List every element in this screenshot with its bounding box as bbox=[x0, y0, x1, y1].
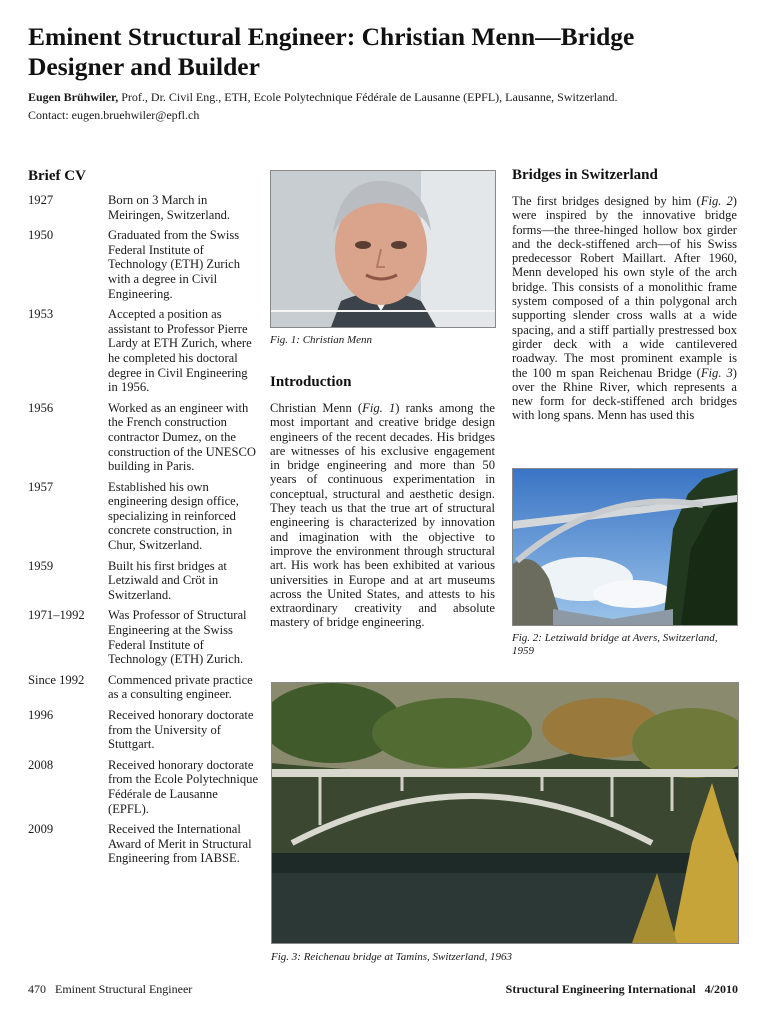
cv-year: 1950 bbox=[28, 228, 54, 243]
portrait-photo bbox=[270, 170, 496, 328]
cv-description: Graduated from the Swiss Federal Institute of Technology (ETH) Zurich with a degree in Civil Engineering. bbox=[108, 228, 241, 301]
bridges-in-switzerland-heading: Bridges in Switzerland bbox=[512, 167, 658, 183]
cv-entry bbox=[28, 608, 260, 666]
cv-entry bbox=[28, 673, 260, 702]
cv-year: 1971–1992 bbox=[28, 608, 85, 623]
cv-description: Received honorary doctorate from the University of Stuttgart. bbox=[108, 708, 254, 752]
cv-year: 1956 bbox=[28, 400, 54, 415]
cv-description: Born on 3 March in Meiringen, Switzerland. bbox=[108, 193, 231, 222]
figure-reference: Fig. 3 bbox=[700, 365, 733, 380]
cv-heading: Brief CV bbox=[28, 168, 86, 184]
author-name: Eugen Brühwiler, bbox=[28, 90, 119, 104]
cv-entry bbox=[28, 193, 260, 222]
cv-year: 2008 bbox=[28, 757, 54, 772]
cv-year: 2009 bbox=[28, 822, 54, 837]
cv-description: Established his own engineering design office, specializing in reinforced concrete construction, in Chur, Switzerland. bbox=[108, 479, 239, 553]
cv-entry bbox=[28, 822, 260, 866]
page-number-section: 470 Eminent Structural Engineer bbox=[28, 982, 193, 996]
cv-entry bbox=[28, 708, 260, 752]
cv-entry bbox=[28, 559, 260, 603]
cv-year: 1927 bbox=[28, 193, 54, 207]
letziwald-bridge-photo bbox=[512, 468, 738, 626]
intro-text-part: Christian Menn ( bbox=[270, 401, 363, 415]
cv-description: Received the International Award of Merit in Structural Engineering from IABSE. bbox=[108, 822, 252, 866]
portrait-illustration bbox=[271, 171, 495, 327]
letziwald-bridge-illustration bbox=[513, 469, 737, 625]
cv-description: Worked as an engineer with the French construction contractor Dumez, on the construction of the UNESCO building in Paris. bbox=[108, 400, 256, 474]
author-line bbox=[28, 89, 748, 105]
intro-text-part: ) ranks among the most important and creative bridge design engineers of the recent decades. His bridges are witnesses of his exclusive engagement in bridge engineering and more than 50 years of continuous experimentation in conceptual, structural and aesthetic design. They teach us that the true art of structural engineering is characterized by innovation and imagination with the objective to improve the environment through structural art. His work has been exhibited at various universities in Europe and at art museums across the United States, and attests to his extraordinary creativity and absolute mastery of bridge engineering. bbox=[270, 401, 495, 630]
body-text-part: ) over the Rhine River, which represents a new form for deck-stiffened arch bridges with long spans. Menn has used this bbox=[512, 365, 737, 423]
body-text-part: ) were inspired by the innovative bridge forms—the three-hinged hollow box girder and the deck-stiffened arch—of his Swiss predecessor Robert Maillart. After 1960, Menn developed his own style of the arch bridge. This consists of a monolithic frame system composed of a thin polygonal arch supporting slender cross walls at a wide spacing, and a stiff partially prestressed box girder deck with a wide cantilevered roadway. The most prominent example is the 100 m span Reichenau Bridge ( bbox=[512, 194, 737, 380]
figure-3-caption: Fig. 3: Reichenau bridge at Tamins, Switzerland, 1963 bbox=[271, 951, 512, 963]
cv-year: 1996 bbox=[28, 708, 54, 722]
figure-reference: Fig. 1 bbox=[362, 401, 396, 415]
body-text-part: The first bridges designed by him ( bbox=[512, 194, 701, 208]
cv-year: 1959 bbox=[28, 558, 54, 573]
figure-2-caption: Fig. 2: Letziwald bridge at Avers, Switzerland, 1959 bbox=[512, 632, 718, 657]
cv-description: Received honorary doctorate from the Ecole Polytechnique Fédérale de Lausanne (EPFL). bbox=[108, 757, 259, 816]
cv-year: 1953 bbox=[28, 307, 54, 322]
author-affiliation: Prof., Dr. Civil Eng., ETH, Ecole Polytechnique Fédérale de Lausanne (EPFL), Lausanne, Switzerland. bbox=[118, 90, 618, 104]
reichenau-bridge-illustration bbox=[272, 683, 738, 943]
cv-description: Built his first bridges at Letziwald and Cröt in Switzerland. bbox=[108, 558, 227, 602]
cv-year: 1957 bbox=[28, 479, 54, 494]
figure-1-caption: Fig. 1: Christian Menn bbox=[270, 334, 373, 346]
contact-line: Contact: eugen.bruehwiler@epfl.ch bbox=[28, 108, 200, 122]
cv-description: Commenced private practice as a consulting engineer. bbox=[108, 672, 253, 702]
cv-description: Accepted a position as assistant to Professor Pierre Lardy at ETH Zurich, where he completed his doctoral degree in Civil Engineering in 1956. bbox=[108, 307, 252, 395]
journal-issue: Structural Engineering International 4/2010 bbox=[505, 982, 738, 996]
cv-entry bbox=[28, 758, 260, 816]
figure-reference: Fig. 2 bbox=[700, 194, 733, 208]
cv-year: Since 1992 bbox=[28, 672, 85, 687]
cv-entry bbox=[28, 228, 260, 301]
cv-entry bbox=[28, 307, 260, 395]
cv-list bbox=[28, 193, 260, 872]
page-footer bbox=[28, 982, 738, 997]
cv-entry bbox=[28, 480, 260, 553]
cv-entry bbox=[28, 401, 260, 474]
introduction-heading: Introduction bbox=[270, 374, 352, 390]
bridges-in-switzerland-text bbox=[512, 194, 737, 423]
reichenau-bridge-photo bbox=[271, 682, 739, 944]
article-title: Eminent Structural Engineer: Christian Menn—Bridge Designer and Builder bbox=[28, 22, 635, 81]
introduction-text bbox=[270, 401, 495, 630]
cv-description: Was Professor of Structural Engineering at the Swiss Federal Institute of Technology (ETH) Zurich. bbox=[108, 608, 247, 667]
